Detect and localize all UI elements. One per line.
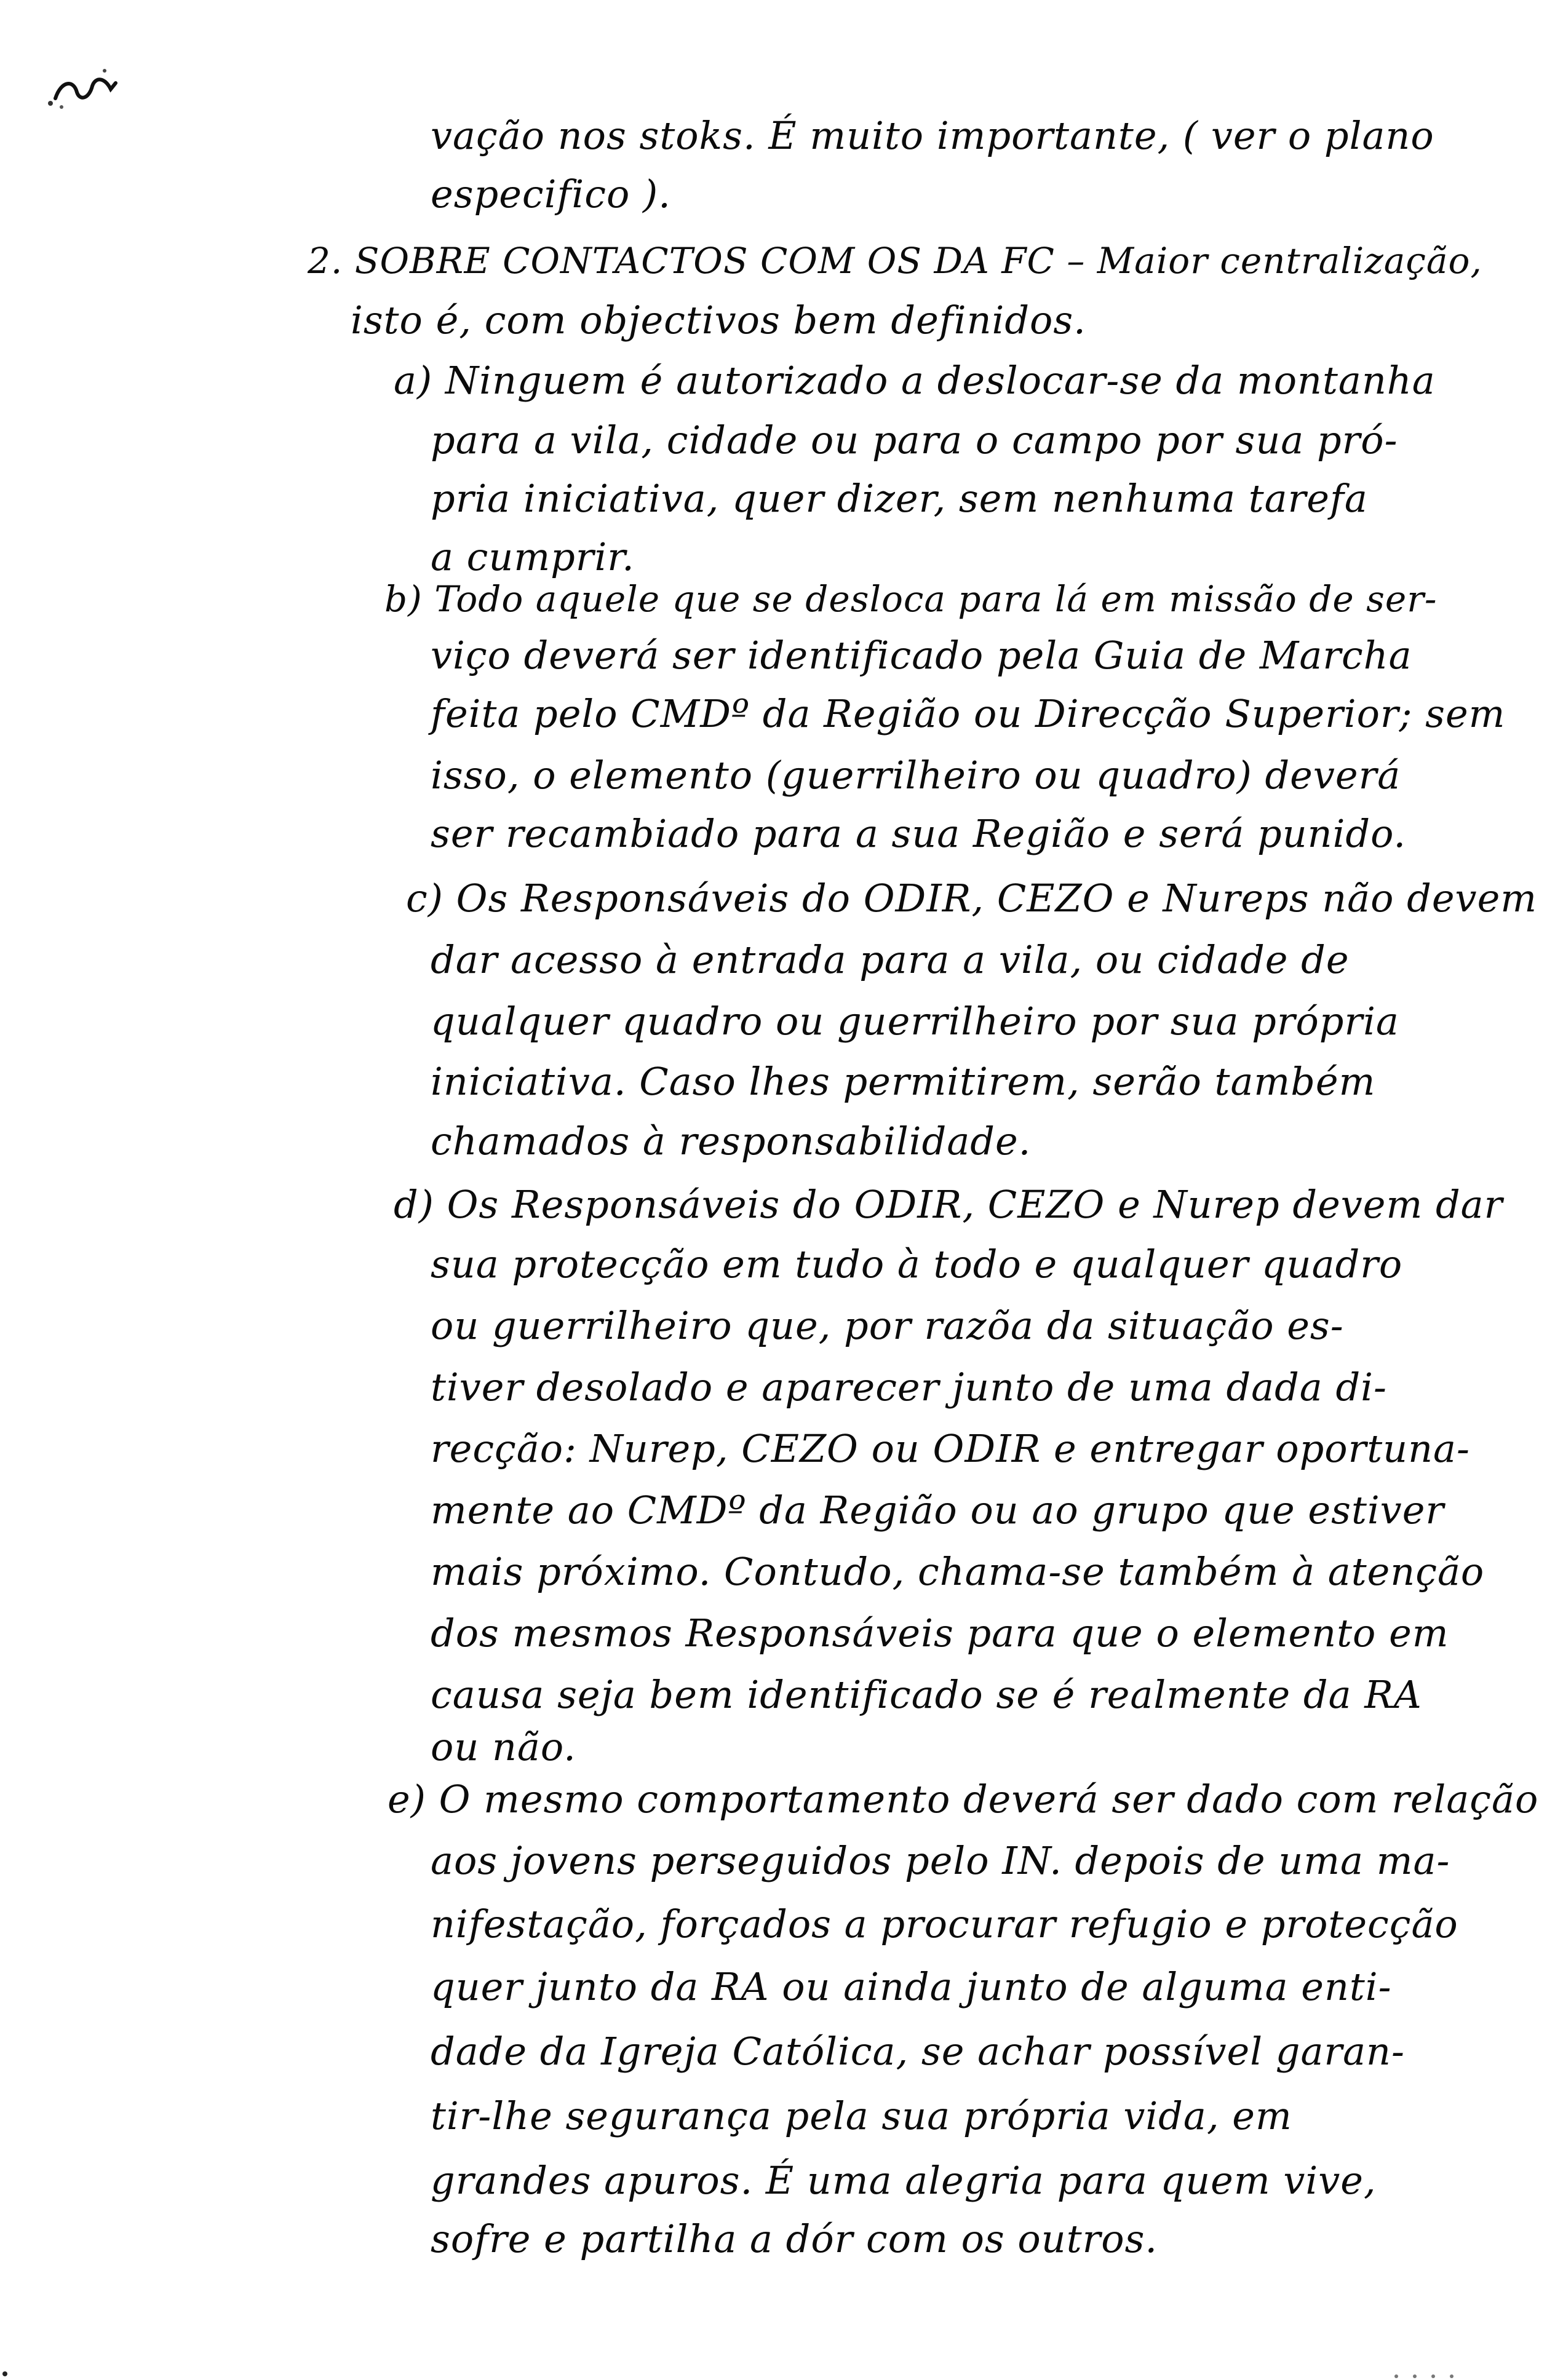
section-2-heading: 2. SOBRE CONTACTOS COM OS DA FC – Maior centralização, (308, 240, 1482, 282)
item-c-line-4: iniciativa. Caso lhes permitirem, serão também (431, 1059, 1376, 1104)
item-c-line-3: qualquer quadro ou guerrilheiro por sua própria (431, 999, 1399, 1044)
item-b-line-3: feita pelo CMDº da Região ou Direcção Superior; sem (431, 691, 1506, 736)
item-d-line-9: causa seja bem identificado se é realmente da RA (431, 1672, 1422, 1717)
item-e-line-6: tir-lhe segurança pela sua própria vida, em (431, 2093, 1292, 2138)
item-a-line-4: a cumprir. (431, 534, 635, 579)
item-a-line-2: para a vila, cidade ou para o campo por sua pró- (431, 418, 1398, 462)
item-e-line-5: dade da Igreja Católica, se achar possível garan- (431, 2029, 1405, 2074)
item-d-line-10: ou não. (431, 1724, 576, 1769)
item-a-line-3: pria iniciativa, quer dizer, sem nenhuma tarefa (431, 476, 1368, 521)
item-d-line-6: mente ao CMDº da Região ou ao grupo que estiver (431, 1488, 1445, 1533)
item-b-line-5: ser recambiado para a sua Região e será punido. (431, 811, 1407, 856)
item-d-line-8: dos mesmos Responsáveis para que o elemento em (431, 1611, 1449, 1656)
item-b-line-4: isso, o elemento (guerrilheiro ou quadro) deverá (431, 753, 1401, 798)
item-d-line-3: ou guerrilheiro que, por razõa da situação es- (431, 1303, 1344, 1348)
item-c-line-5: chamados à responsabilidade. (431, 1119, 1032, 1164)
item-a-line-1: a) Ninguem é autorizado a deslocar-se da montanha (394, 358, 1436, 403)
text-line-4: isto é, com objectivos bem definidos. (351, 298, 1086, 343)
item-d-line-2: sua protecção em tudo à todo e qualquer quadro (431, 1242, 1403, 1287)
corner-scribble-mark (43, 55, 129, 111)
item-d-line-4: tiver desolado e aparecer junto de uma dada di- (431, 1365, 1387, 1410)
text-line-2: especifico ). (431, 172, 671, 216)
item-e-line-3: nifestação, forçados a procurar refugio e protecção (431, 1902, 1458, 1946)
item-d-line-1: d) Os Responsáveis do ODIR, CEZO e Nurep devem dar (394, 1182, 1503, 1227)
item-d-line-5: recção: Nurep, CEZO ou ODIR e entregar oportuna- (431, 1426, 1470, 1471)
item-e-line-7: grandes apuros. É uma alegria para quem vive, (431, 2158, 1377, 2203)
item-b-line-1: b) Todo aquele que se desloca para lá em missão de ser- (384, 578, 1438, 620)
item-c-line-2: dar acesso à entrada para a vila, ou cidade de (431, 937, 1350, 982)
text-line-1: vação nos stoks. É muito importante, ( ver o plano (431, 113, 1434, 158)
item-e-line-8: sofre e partilha a dór com os outros. (431, 2216, 1158, 2261)
item-b-line-2: viço deverá ser identificado pela Guia de Marcha (431, 633, 1412, 678)
item-d-line-7: mais próximo. Contudo, chama-se também à atenção (431, 1549, 1485, 1594)
item-e-line-1: e) O mesmo comportamento deverá ser dado com relação (388, 1777, 1539, 1822)
item-e-line-4: quer junto da RA ou ainda junto de alguma enti- (431, 1964, 1392, 2009)
item-e-line-2: aos jovens perseguidos pelo IN. depois de uma ma- (431, 1838, 1450, 1883)
bottom-edge-specks (0, 2349, 1555, 2380)
item-c-line-1: c) Os Responsáveis do ODIR, CEZO e Nureps não devem (406, 876, 1538, 921)
